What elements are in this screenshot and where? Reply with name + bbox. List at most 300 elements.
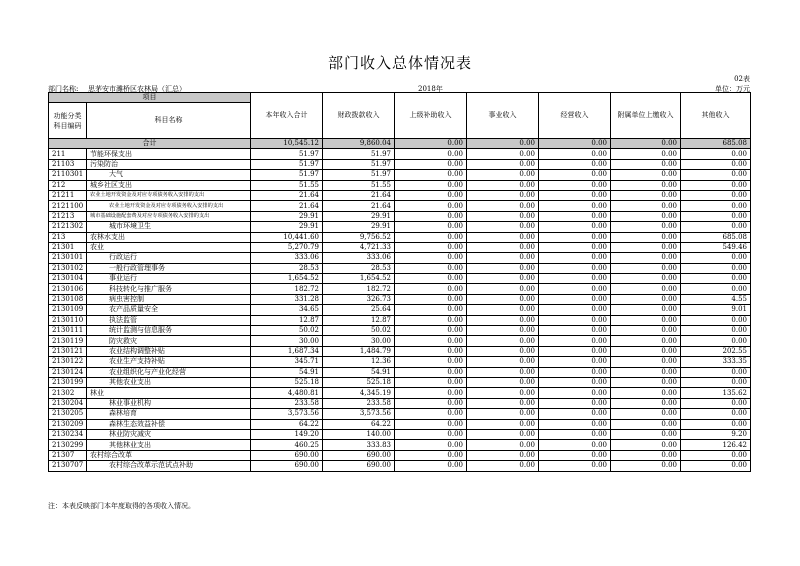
row-code: 2130707 — [49, 461, 87, 471]
row-name: 林业事业机构 — [87, 398, 251, 408]
row-value: 0.00 — [395, 450, 467, 460]
row-value: 0.00 — [467, 170, 539, 180]
row-value: 0.00 — [611, 419, 681, 429]
row-value: 685.08 — [681, 232, 751, 242]
row-name: 行政运行 — [87, 253, 251, 263]
row-value: 0.00 — [539, 419, 611, 429]
row-code: 2130110 — [49, 315, 87, 325]
row-value: 0.00 — [539, 367, 611, 377]
row-value: 0.00 — [467, 398, 539, 408]
row-value: 0.00 — [611, 263, 681, 273]
row-value: 29.91 — [251, 222, 323, 232]
row-value: 0.00 — [539, 222, 611, 232]
row-value: 0.00 — [467, 242, 539, 252]
row-value: 0.00 — [681, 450, 751, 460]
row-name: 事业运行 — [87, 274, 251, 284]
row-value: 0.00 — [467, 294, 539, 304]
row-value: 0.00 — [395, 253, 467, 263]
row-value: 0.00 — [611, 346, 681, 356]
row-code: 2121100 — [49, 201, 87, 211]
row-value: 0.00 — [467, 346, 539, 356]
row-code: 2130119 — [49, 336, 87, 346]
row-value: 54.91 — [251, 367, 323, 377]
row-value: 0.00 — [539, 190, 611, 200]
row-value: 0.00 — [611, 242, 681, 252]
row-value: 460.25 — [251, 440, 323, 450]
row-value: 333.83 — [323, 440, 395, 450]
row-value: 0.00 — [539, 315, 611, 325]
row-value: 0.00 — [467, 222, 539, 232]
row-value: 0.00 — [539, 232, 611, 242]
row-value: 0.00 — [681, 377, 751, 387]
row-name: 其他农业支出 — [87, 377, 251, 387]
row-value: 29.91 — [323, 211, 395, 221]
table-row — [49, 211, 751, 221]
row-value: 51.55 — [323, 180, 395, 190]
row-code: 2130108 — [49, 294, 87, 304]
row-name: 林业防灾减灾 — [87, 429, 251, 439]
row-value: 1,654.52 — [251, 274, 323, 284]
row-name: 防灾救灾 — [87, 336, 251, 346]
row-value: 126.42 — [681, 440, 751, 450]
row-value: 0.00 — [395, 367, 467, 377]
row-value: 0.00 — [467, 409, 539, 419]
table-row — [49, 242, 751, 252]
row-name: 农业组织化与产业化经营 — [87, 367, 251, 377]
row-value: 0.00 — [681, 201, 751, 211]
row-name: 森林培育 — [87, 409, 251, 419]
row-value: 0.00 — [611, 211, 681, 221]
row-value: 0.00 — [539, 159, 611, 169]
row-value: 0.00 — [681, 253, 751, 263]
row-value: 0.00 — [681, 419, 751, 429]
row-value: 51.97 — [251, 159, 323, 169]
total-row — [49, 139, 751, 149]
row-value: 0.00 — [467, 211, 539, 221]
table-row — [49, 346, 751, 356]
row-value: 0.00 — [539, 388, 611, 398]
row-name: 执法监管 — [87, 315, 251, 325]
row-value: 0.00 — [611, 450, 681, 460]
row-value: 326.73 — [323, 294, 395, 304]
row-value: 29.91 — [251, 211, 323, 221]
row-value: 0.00 — [467, 232, 539, 242]
total-value: 0.00 — [611, 139, 681, 149]
row-value: 0.00 — [681, 284, 751, 294]
total-value: 0.00 — [395, 139, 467, 149]
row-value: 0.00 — [395, 232, 467, 242]
row-value: 149.20 — [251, 429, 323, 439]
row-value: 135.62 — [681, 388, 751, 398]
row-value: 4.55 — [681, 294, 751, 304]
row-value: 0.00 — [539, 211, 611, 221]
row-name: 农业 — [87, 242, 251, 252]
table-row — [49, 388, 751, 398]
row-value: 4,721.33 — [323, 242, 395, 252]
row-value: 0.00 — [681, 222, 751, 232]
row-value: 0.00 — [467, 305, 539, 315]
header-col-business: 事业收入 — [467, 93, 539, 139]
row-code: 2110301 — [49, 170, 87, 180]
row-value: 0.00 — [467, 201, 539, 211]
row-value: 0.00 — [539, 263, 611, 273]
total-value: 0.00 — [539, 139, 611, 149]
table-row — [49, 398, 751, 408]
row-value: 0.00 — [611, 274, 681, 284]
row-value: 51.97 — [323, 149, 395, 159]
row-value: 4,345.19 — [323, 388, 395, 398]
row-value: 0.00 — [539, 180, 611, 190]
row-value: 0.00 — [395, 305, 467, 315]
row-code: 21307 — [49, 450, 87, 460]
row-value: 0.00 — [539, 461, 611, 471]
row-name: 农业土地开发资金及对应专项债务收入安排的支出 — [87, 190, 251, 200]
row-value: 1,687.34 — [251, 346, 323, 356]
table-row — [49, 326, 751, 336]
row-value: 0.00 — [539, 201, 611, 211]
row-value: 0.00 — [395, 429, 467, 439]
row-value: 0.00 — [611, 461, 681, 471]
row-value: 0.00 — [681, 336, 751, 346]
table-row — [49, 149, 751, 159]
row-name: 大气 — [87, 170, 251, 180]
table-row — [49, 409, 751, 419]
row-value: 0.00 — [467, 440, 539, 450]
row-value: 0.00 — [681, 159, 751, 169]
row-code: 211 — [49, 149, 87, 159]
row-value: 0.00 — [681, 398, 751, 408]
row-name: 城市环境卫生 — [87, 222, 251, 232]
row-code: 21103 — [49, 159, 87, 169]
row-name: 农产品质量安全 — [87, 305, 251, 315]
row-value: 333.35 — [681, 357, 751, 367]
row-name: 农村综合改革 — [87, 450, 251, 460]
row-value: 0.00 — [467, 284, 539, 294]
row-value: 0.00 — [467, 159, 539, 169]
table-row — [49, 377, 751, 387]
table-row — [49, 315, 751, 325]
row-value: 0.00 — [467, 367, 539, 377]
table-row — [49, 274, 751, 284]
table-row — [49, 305, 751, 315]
table-row — [49, 440, 751, 450]
row-value: 0.00 — [467, 388, 539, 398]
row-value: 0.00 — [467, 190, 539, 200]
table-row — [49, 419, 751, 429]
total-value: 10,545.12 — [251, 139, 323, 149]
row-value: 690.00 — [323, 450, 395, 460]
row-value: 25.64 — [323, 305, 395, 315]
row-value: 0.00 — [611, 326, 681, 336]
row-value: 4,480.81 — [251, 388, 323, 398]
row-value: 28.53 — [323, 263, 395, 273]
header-col-superior: 上级补助收入 — [395, 93, 467, 139]
table-row — [49, 450, 751, 460]
row-value: 9.01 — [681, 305, 751, 315]
income-table — [48, 92, 751, 472]
row-name: 城乡社区支出 — [87, 180, 251, 190]
row-value: 0.00 — [539, 284, 611, 294]
row-code: 2130106 — [49, 284, 87, 294]
row-value: 0.00 — [539, 440, 611, 450]
row-value: 0.00 — [395, 159, 467, 169]
table-row — [49, 461, 751, 471]
row-value: 233.58 — [323, 398, 395, 408]
row-code: 2130199 — [49, 377, 87, 387]
row-code: 2130209 — [49, 419, 87, 429]
table-row — [49, 222, 751, 232]
row-value: 0.00 — [681, 211, 751, 221]
row-value: 0.00 — [611, 180, 681, 190]
row-name: 农业结构调整补贴 — [87, 346, 251, 356]
header-name: 科目名称 — [87, 103, 251, 139]
table-row — [49, 357, 751, 367]
row-value: 0.00 — [539, 242, 611, 252]
row-code: 2130122 — [49, 357, 87, 367]
row-value: 0.00 — [467, 326, 539, 336]
row-value: 64.22 — [323, 419, 395, 429]
row-code: 2130111 — [49, 326, 87, 336]
header-col-total: 本年收入合计 — [251, 93, 323, 139]
row-value: 5,270.79 — [251, 242, 323, 252]
row-value: 0.00 — [611, 149, 681, 159]
row-value: 21.64 — [251, 201, 323, 211]
row-code: 2130299 — [49, 440, 87, 450]
dept-name: 思茅安市濉桥区农林局（汇总） — [88, 85, 186, 93]
row-value: 0.00 — [539, 326, 611, 336]
total-value: 685.08 — [681, 139, 751, 149]
row-value: 0.00 — [611, 222, 681, 232]
row-value: 0.00 — [395, 419, 467, 429]
row-code: 2130204 — [49, 398, 87, 408]
row-value: 1,654.52 — [323, 274, 395, 284]
row-value: 30.00 — [251, 336, 323, 346]
row-code: 2121302 — [49, 222, 87, 232]
row-value: 0.00 — [467, 429, 539, 439]
row-value: 1,484.79 — [323, 346, 395, 356]
row-value: 12.87 — [251, 315, 323, 325]
row-value: 345.71 — [251, 357, 323, 367]
row-value: 54.91 — [323, 367, 395, 377]
row-code: 2130101 — [49, 253, 87, 263]
row-code: 213 — [49, 232, 87, 242]
row-value: 0.00 — [681, 367, 751, 377]
table-row — [49, 232, 751, 242]
row-value: 0.00 — [467, 253, 539, 263]
row-value: 50.02 — [323, 326, 395, 336]
row-value: 0.00 — [611, 159, 681, 169]
row-name: 科技转化与推广服务 — [87, 284, 251, 294]
row-code: 21301 — [49, 242, 87, 252]
row-value: 29.91 — [323, 222, 395, 232]
row-value: 0.00 — [611, 315, 681, 325]
row-value: 0.00 — [611, 294, 681, 304]
table-row — [49, 284, 751, 294]
row-value: 0.00 — [611, 409, 681, 419]
row-value: 333.06 — [251, 253, 323, 263]
row-value: 0.00 — [681, 180, 751, 190]
row-name: 农业土地开发资金及对应专项债务收入安排的支出 — [87, 201, 251, 211]
row-value: 0.00 — [611, 398, 681, 408]
row-value: 0.00 — [467, 180, 539, 190]
table-row — [49, 294, 751, 304]
row-value: 51.97 — [323, 159, 395, 169]
row-code: 2130102 — [49, 263, 87, 273]
total-value: 0.00 — [467, 139, 539, 149]
row-name: 城市基础设施配套费及对应专项债务收入安排的支出 — [87, 211, 251, 221]
header-col-affiliate: 附属单位上缴收入 — [611, 93, 681, 139]
row-value: 0.00 — [681, 149, 751, 159]
row-value: 0.00 — [681, 461, 751, 471]
row-value: 690.00 — [323, 461, 395, 471]
row-value: 0.00 — [539, 294, 611, 304]
report-year: 2018年 — [418, 85, 443, 93]
row-value: 0.00 — [539, 336, 611, 346]
row-value: 0.00 — [395, 409, 467, 419]
table-row — [49, 170, 751, 180]
row-value: 525.18 — [323, 377, 395, 387]
row-value: 50.02 — [251, 326, 323, 336]
dept-label: 部门名称: — [48, 85, 79, 93]
row-value: 0.00 — [395, 388, 467, 398]
row-code: 2130205 — [49, 409, 87, 419]
row-value: 0.00 — [539, 253, 611, 263]
row-value: 331.28 — [251, 294, 323, 304]
header-item: 项目 — [49, 93, 251, 103]
row-code: 2130104 — [49, 274, 87, 284]
row-code: 2130234 — [49, 429, 87, 439]
row-value: 51.55 — [251, 180, 323, 190]
row-value: 9,756.52 — [323, 232, 395, 242]
row-value: 0.00 — [539, 170, 611, 180]
row-name: 农林水支出 — [87, 232, 251, 242]
row-value: 0.00 — [681, 315, 751, 325]
row-value: 28.53 — [251, 263, 323, 273]
row-code: 21211 — [49, 190, 87, 200]
header-col-other: 其他收入 — [681, 93, 751, 139]
row-value: 0.00 — [467, 315, 539, 325]
row-value: 0.00 — [467, 357, 539, 367]
table-row — [49, 180, 751, 190]
row-value: 34.65 — [251, 305, 323, 315]
row-name: 一般行政管理事务 — [87, 263, 251, 273]
row-value: 182.72 — [251, 284, 323, 294]
row-value: 0.00 — [611, 190, 681, 200]
row-value: 0.00 — [611, 232, 681, 242]
row-value: 0.00 — [539, 149, 611, 159]
row-value: 0.00 — [611, 367, 681, 377]
row-value: 0.00 — [395, 170, 467, 180]
row-name: 污染防治 — [87, 159, 251, 169]
row-code: 2130121 — [49, 346, 87, 356]
table-row — [49, 159, 751, 169]
row-value: 0.00 — [395, 440, 467, 450]
row-value: 12.36 — [323, 357, 395, 367]
row-value: 0.00 — [395, 461, 467, 471]
row-value: 0.00 — [681, 326, 751, 336]
row-value: 0.00 — [611, 429, 681, 439]
row-value: 0.00 — [467, 450, 539, 460]
row-value: 0.00 — [395, 201, 467, 211]
row-value: 0.00 — [611, 388, 681, 398]
row-value: 0.00 — [611, 336, 681, 346]
header-col-fiscal: 财政拨款收入 — [323, 93, 395, 139]
row-value: 0.00 — [395, 398, 467, 408]
table-row — [49, 263, 751, 273]
row-value: 0.00 — [681, 409, 751, 419]
row-value: 0.00 — [395, 211, 467, 221]
row-value: 51.97 — [251, 170, 323, 180]
row-value: 0.00 — [395, 315, 467, 325]
row-value: 525.18 — [251, 377, 323, 387]
row-value: 0.00 — [467, 263, 539, 273]
row-value: 0.00 — [611, 284, 681, 294]
row-code: 212 — [49, 180, 87, 190]
row-value: 12.87 — [323, 315, 395, 325]
header-col-operation: 经营收入 — [539, 93, 611, 139]
row-value: 0.00 — [395, 180, 467, 190]
row-value: 3,573.56 — [251, 409, 323, 419]
row-value: 233.58 — [251, 398, 323, 408]
row-value: 0.00 — [611, 170, 681, 180]
form-number: 02表 — [734, 75, 750, 83]
footnote: 注：本表反映部门本年度取得的各项收入情况。 — [48, 502, 195, 510]
page-title: 部门收入总体情况表 — [327, 54, 472, 72]
total-label: 合计 — [49, 139, 251, 149]
row-value: 64.22 — [251, 419, 323, 429]
row-value: 0.00 — [539, 409, 611, 419]
row-value: 0.00 — [539, 450, 611, 460]
unit-label: 单位：万元 — [715, 85, 750, 93]
row-value: 0.00 — [539, 357, 611, 367]
row-value: 0.00 — [395, 263, 467, 273]
row-value: 690.00 — [251, 450, 323, 460]
row-value: 549.46 — [681, 242, 751, 252]
row-name: 农业生产支持补贴 — [87, 357, 251, 367]
row-value: 0.00 — [467, 461, 539, 471]
row-code: 2130109 — [49, 305, 87, 315]
row-value: 0.00 — [395, 242, 467, 252]
row-value: 0.00 — [681, 170, 751, 180]
row-value: 0.00 — [539, 398, 611, 408]
row-value: 51.97 — [251, 149, 323, 159]
row-value: 0.00 — [539, 429, 611, 439]
row-name: 其他林业支出 — [87, 440, 251, 450]
row-value: 3,573.56 — [323, 409, 395, 419]
row-value: 182.72 — [323, 284, 395, 294]
row-value: 0.00 — [611, 357, 681, 367]
row-value: 21.64 — [323, 201, 395, 211]
row-value: 0.00 — [395, 326, 467, 336]
row-value: 0.00 — [395, 284, 467, 294]
table-row — [49, 367, 751, 377]
table-row — [49, 201, 751, 211]
row-value: 51.97 — [323, 170, 395, 180]
row-value: 0.00 — [467, 377, 539, 387]
row-value: 0.00 — [681, 190, 751, 200]
row-value: 690.00 — [251, 461, 323, 471]
total-value: 9,860.04 — [323, 139, 395, 149]
row-value: 0.00 — [467, 149, 539, 159]
row-value: 30.00 — [323, 336, 395, 346]
table-row — [49, 253, 751, 263]
row-name: 林业 — [87, 388, 251, 398]
row-value: 0.00 — [395, 274, 467, 284]
row-value: 21.64 — [323, 190, 395, 200]
row-value: 0.00 — [467, 336, 539, 346]
row-value: 0.00 — [395, 346, 467, 356]
row-value: 0.00 — [539, 274, 611, 284]
